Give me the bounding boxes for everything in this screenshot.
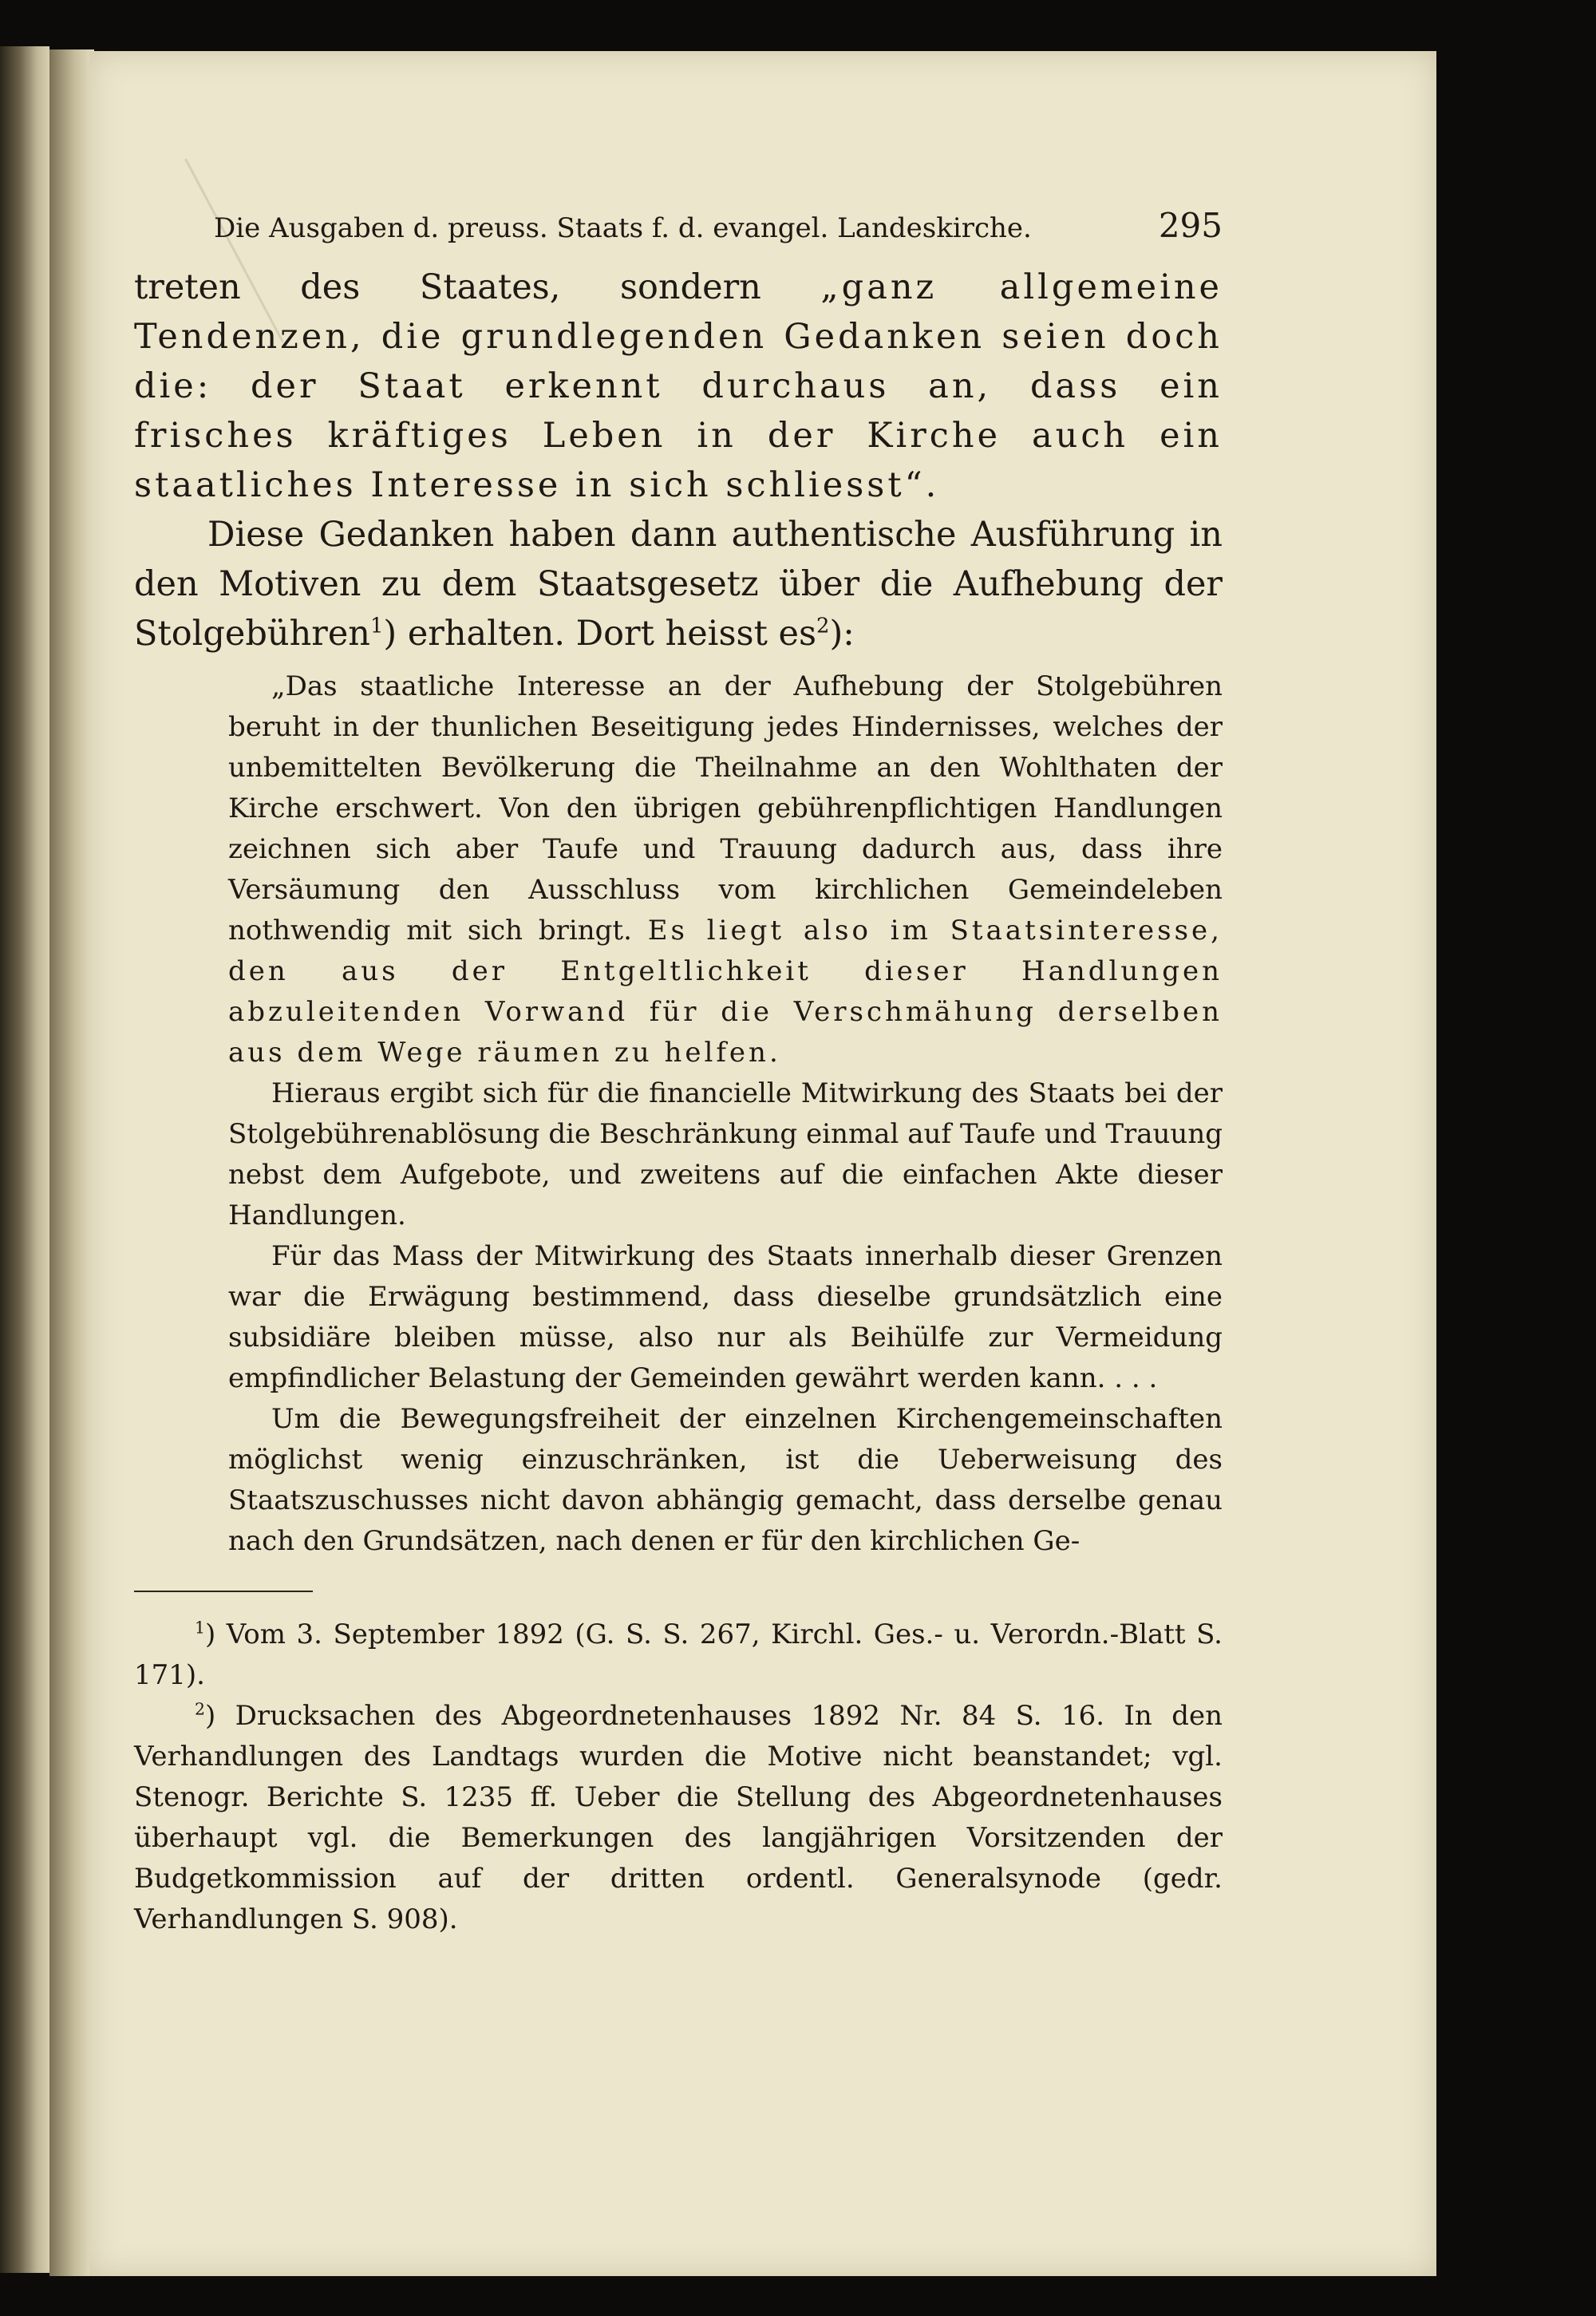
running-header <box>134 206 1223 245</box>
footnote-1 <box>134 1614 1223 1696</box>
paragraph-2-text-a: Diese Gedanken haben dann authentische Ausführung in den Motiven zu dem Staatsgesetz über die Aufhebung der Stolgebühren <box>134 515 1223 654</box>
text-block <box>134 206 1223 1940</box>
footnote-2-marker: 2 <box>195 1699 205 1719</box>
paragraph-2 <box>134 510 1223 658</box>
footnote-rule <box>134 1591 313 1592</box>
footnote-1-marker: 1 <box>195 1618 205 1638</box>
paragraph-1-intro: treten des Staates, sondern <box>134 267 821 307</box>
quote-paragraph-1-text: „Das staatliche Interesse an der Aufhebung der Stolgebühren beruht in der thunlichen Beseitigung jedes Hindernisses, welches der unbemittelten Bevölkerung die Theilnahme an den Wohlthaten der Kirche erschwert. Von den übrigen gebührenpflichtigen Handlungen zeichnen sich aber Taufe und Trauung dadurch aus, dass ihre Versäumung den Ausschluss vom kirchlichen Gemeindeleben nothwendig mit sich bringt. <box>228 670 1223 947</box>
quote-paragraph-3: Für das Mass der Mitwirkung des Staats innerhalb dieser Grenzen war die Erwägung bestimmend, dass dieselbe grundsätzlich eine subsidiäre bleiben müsse, also nur als Beihülfe zur Vermeidung empfindlicher Belastung der Gemeinden gewährt werden kann. . . . <box>228 1240 1223 1394</box>
facing-page-edge <box>0 46 49 2273</box>
paragraph-2-text-c: ): <box>829 614 855 654</box>
quote-paragraph-1-spaced: Es liegt also im Staatsinteresse, den aus der Entgeltlichkeit dieser Handlungen abzuleitenden Vorwand für die Verschmähung derselben aus dem Wege räumen zu helfen. <box>228 915 1223 1069</box>
footnote-2 <box>134 1696 1223 1940</box>
main-text <box>134 263 1223 658</box>
quote-paragraph-2: Hieraus ergibt sich für die financielle Mitwirkung des Staats bei der Stolgebührenablösung die Beschränkung einmal auf Taufe und Trauung nebst dem Aufgebote, und zweitens auf die einfachen Akte dieser Handlungen. <box>228 1077 1223 1231</box>
footnote-2-text: ) Drucksachen des Abgeordnetenhauses 1892 Nr. 84 S. 16. In den Verhandlungen des Landtags wurden die Motive nicht beanstandet; vgl. Stenogr. Berichte S. 1235 ff. Ueber die Stellung des Abgeordnetenhauses überhaupt vgl. die Bemerkungen des langjährigen Vorsitzenden der Budgetkommission auf der dritten ordentl. Generalsynode (gedr. Verhandlungen S. 908). <box>134 1700 1223 1935</box>
block-quotation <box>228 666 1223 1562</box>
quote-paragraph-1 <box>228 666 1223 1073</box>
footnote-ref-2: 2 <box>816 614 830 638</box>
paragraph-1-quotation: „ganz allgemeine Tendenzen, die grundlegenden Gedanken seien doch die: der Staat erkennt durchaus an, dass ein frisches kräftiges Leben in der Kirche auch ein staatliches Interesse in sich schliesst“. <box>134 267 1223 505</box>
quote-paragraph-4: Um die Bewegungsfreiheit der einzelnen Kirchengemeinschaften möglichst wenig einzuschränken, ist die Ueberweisung des Staatszuschusses nicht davon abhängig gemacht, dass derselbe genau nach den Grundsätzen, nach denen er für den kirchlichen Ge- <box>228 1403 1223 1557</box>
book-gutter <box>49 49 94 2276</box>
paragraph-1 <box>134 263 1223 510</box>
paragraph-2-text-b: ) erhalten. Dort heisst es <box>383 614 817 654</box>
running-title: Die Ausgaben d. preuss. Staats f. d. evangel. Landeskirche. <box>214 212 1032 244</box>
footnote-1-text: ) Vom 3. September 1892 (G. S. S. 267, Kirchl. Ges.- u. Verordn.-Blatt S. 171). <box>134 1618 1223 1691</box>
page-number: 295 <box>1158 206 1223 245</box>
footnote-ref-1: 1 <box>369 614 384 638</box>
footnotes <box>134 1614 1223 1940</box>
